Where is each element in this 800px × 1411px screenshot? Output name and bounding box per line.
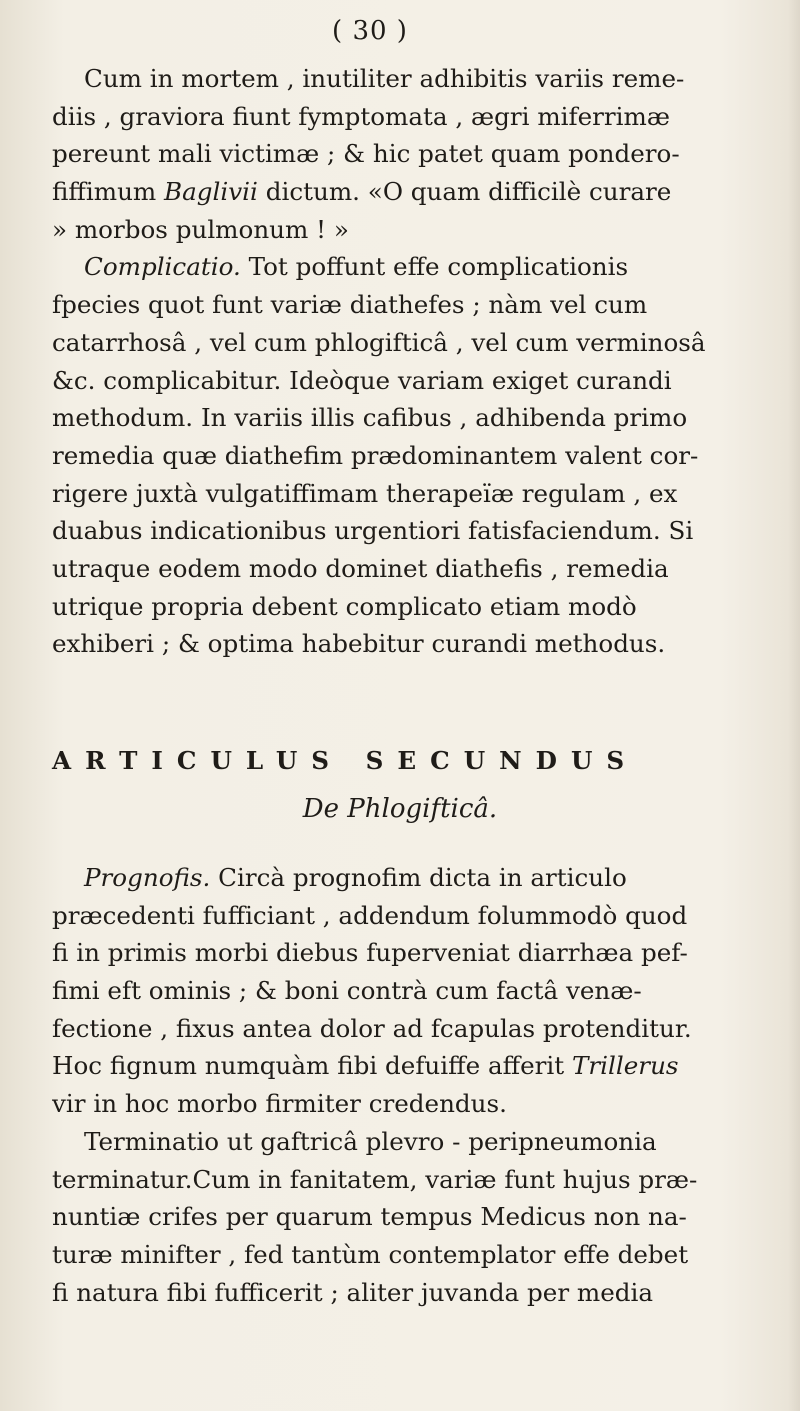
text-segment: methodum. In variis illis cafibus , adhibenda primo [52, 403, 688, 433]
text-segment: fiffimum [52, 177, 165, 207]
text-segment: fi natura fibi fufficerit ; aliter juvanda per media [52, 1277, 654, 1307]
text-line [52, 1198, 764, 1236]
text-segment: rigere juxtà vulgatiffimam therapeïæ regulam , ex [52, 478, 678, 508]
text-segment: diis , graviora fiunt fymptomata , ægri miferrimæ [52, 101, 670, 131]
text-segment: fectione , fixus antea dolor ad fcapulas protenditur. [52, 1013, 692, 1043]
italic-text: Complicatio. [84, 252, 241, 282]
text-segment: fpecies quot funt variæ diathefes ; nàm vel cum [52, 290, 648, 320]
text-segment: Tot poffunt effe complicationis [240, 252, 629, 282]
text-segment: » morbos pulmonum ! » [52, 214, 349, 244]
section-heading-prefix: De [302, 794, 348, 824]
paragraph-block-1 [52, 60, 764, 663]
text-line [52, 437, 764, 475]
text-segment: dictum. «O quam difficilè curare [257, 177, 672, 207]
text-line [52, 98, 764, 136]
text-line [52, 1274, 764, 1312]
section-heading-title: Phlogifticâ. [347, 794, 498, 824]
text-segment: Cum in mortem , inutiliter adhibitis variis reme- [84, 64, 685, 93]
text-segment: Terminatio ut gaftricâ plevro - peripneumonia [84, 1126, 657, 1156]
text-line [52, 135, 764, 173]
text-line [52, 859, 764, 897]
text-segment: duabus indicationibus urgentiori fatisfaciendum. Si [52, 516, 694, 546]
text-line [52, 625, 764, 663]
paragraph-block-2 [52, 859, 764, 1311]
article-heading: ARTICULUS SECUNDUS [52, 746, 639, 775]
text-line [52, 399, 764, 437]
text-line [52, 248, 764, 286]
section-heading [0, 794, 800, 824]
text-line [52, 362, 764, 400]
text-line [52, 897, 764, 935]
text-line [52, 1161, 764, 1199]
text-line [52, 1123, 764, 1161]
text-line [52, 1085, 764, 1123]
text-line [52, 286, 764, 324]
text-segment: remedia quæ diathefim prædominantem valent cor- [52, 440, 699, 470]
text-segment: nuntiæ crifes per quarum tempus Medicus non na- [52, 1202, 687, 1232]
text-segment: vir in hoc morbo firmiter credendus. [52, 1089, 507, 1119]
text-segment: utraque eodem modo dominet diathefis , remedia [52, 553, 669, 583]
italic-text: Prognofis. [84, 863, 211, 892]
text-line [52, 588, 764, 626]
text-segment: præcedenti fufficiant , addendum folummodò quod [52, 900, 688, 930]
text-segment: catarrhosâ , vel cum phlogifticâ , vel cum verminosâ [52, 327, 706, 357]
text-line [52, 512, 764, 550]
text-line [52, 1047, 764, 1085]
italic-text: Trillerus [572, 1051, 679, 1081]
text-segment: pereunt mali victimæ ; & hic patet quam pondero- [52, 139, 680, 169]
text-line [52, 1236, 764, 1274]
text-line [52, 211, 764, 249]
text-line [52, 475, 764, 513]
italic-text: Baglivii [164, 177, 258, 207]
text-line [52, 1010, 764, 1048]
text-segment: fi in primis morbi diebus fuperveniat diarrhæa pef- [52, 938, 688, 968]
text-segment: Hoc fignum numquàm fibi defuiffe afferit [52, 1051, 572, 1081]
page-edge-shadow [788, 0, 800, 1411]
text-segment: terminatur.Cum in fanitatem, variæ funt hujus præ- [52, 1164, 698, 1194]
text-segment: utrique propria debent complicato etiam modò [52, 591, 637, 621]
text-line [52, 324, 764, 362]
text-segment: exhiberi ; & optima habebitur curandi methodus. [52, 629, 666, 659]
text-segment: Circà prognofim dicta in articulo [210, 863, 627, 892]
text-line [52, 972, 764, 1010]
text-segment: &c. complicabitur. Ideòque variam exiget curandi [52, 365, 672, 395]
text-segment: turæ minifter , fed tantùm contemplator effe debet [52, 1239, 689, 1269]
text-line [52, 173, 764, 211]
text-segment: fimi eft ominis ; & boni contrà cum factâ venæ- [52, 976, 642, 1006]
text-line [52, 60, 764, 98]
text-line [52, 550, 764, 588]
page-number: ( 30 ) [332, 16, 408, 46]
text-line [52, 934, 764, 972]
